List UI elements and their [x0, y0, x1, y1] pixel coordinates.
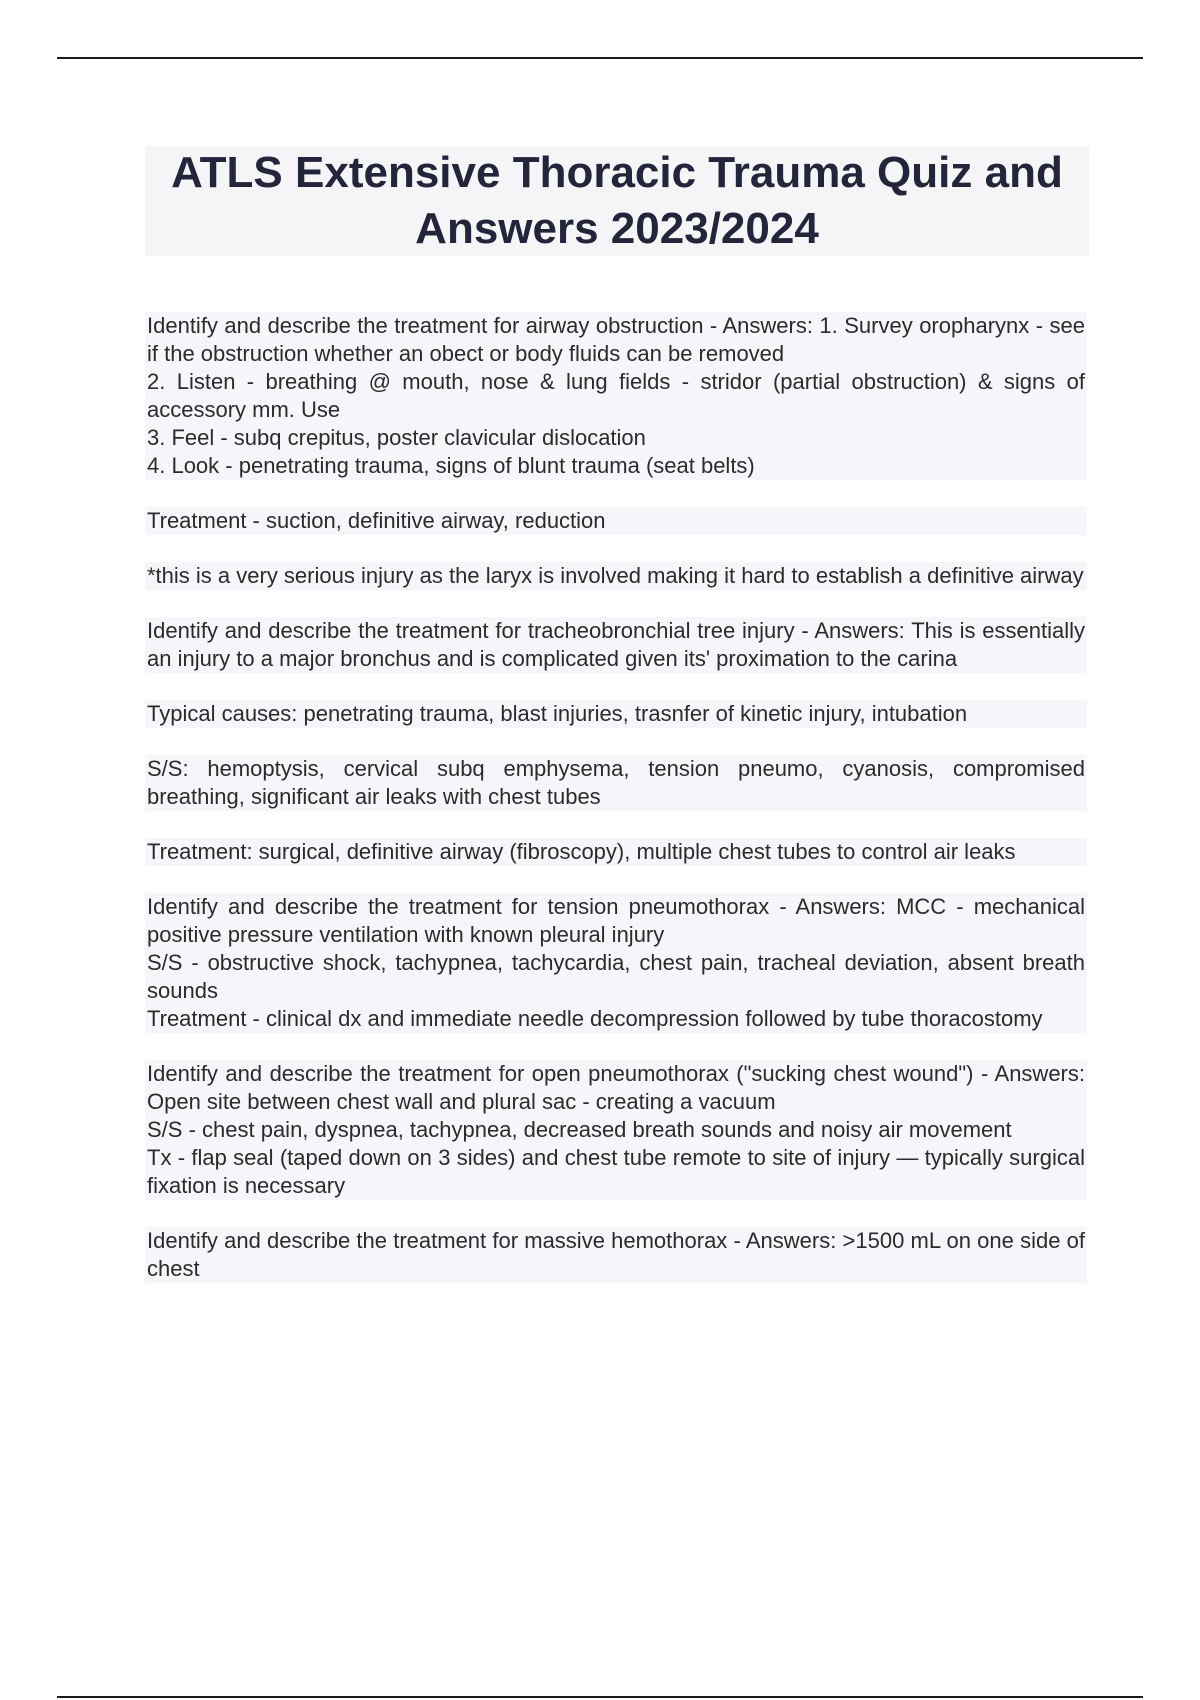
paragraph: Identify and describe the treatment for open pneumothorax ("sucking chest wound") - Answers: Open site between chest wall and plural sac - creating a vacuum [147, 1061, 1085, 1114]
paragraph: Identify and describe the treatment for airway obstruction - Answers: 1. Survey oropharynx - see if the obstruction whether an obect or body fluids can be removed [147, 313, 1085, 366]
severity-note [145, 562, 1087, 590]
treatment-note [145, 507, 1087, 535]
paragraph: Tx - flap seal (taped down on 3 sides) and chest tube remote to site of injury — typically surgical fixation is necessary [147, 1145, 1085, 1198]
bottom-rule [57, 1696, 1143, 1698]
document-title: ATLS Extensive Thoracic Trauma Quiz and Answers 2023/2024 [171, 148, 1063, 253]
paragraph: Typical causes: penetrating trauma, blast injuries, trasnfer of kinetic injury, intubation [145, 700, 1087, 728]
treatment-note [145, 838, 1087, 866]
paragraph: 2. Listen - breathing @ mouth, nose & lung fields - stridor (partial obstruction) & signs of accessory mm. Use [147, 369, 1085, 422]
paragraph: S/S - chest pain, dyspnea, tachypnea, decreased breath sounds and noisy air movement [145, 1116, 1087, 1144]
paragraph: S/S: hemoptysis, cervical subq emphysema, tension pneumo, cyanosis, compromised breathing, significant air leaks with chest tubes [147, 756, 1085, 809]
paragraph: Identify and describe the treatment for massive hemothorax - Answers: >1500 mL on one side of chest [147, 1228, 1085, 1281]
paragraph: *this is a very serious injury as the laryx is involved making it hard to establish a definitive airway [145, 562, 1087, 590]
qa-section-open-pneumothorax [145, 1060, 1087, 1200]
paragraph: S/S - obstructive shock, tachypnea, tachycardia, chest pain, tracheal deviation, absent breath sounds [147, 950, 1085, 1003]
document-body [145, 312, 1087, 1310]
paragraph: Treatment - clinical dx and immediate needle decompression followed by tube thoracostomy [145, 1005, 1087, 1033]
typical-causes-note [145, 700, 1087, 728]
top-rule [57, 57, 1143, 59]
paragraph: Treatment - suction, definitive airway, reduction [145, 507, 1087, 535]
qa-section-airway-obstruction [145, 312, 1087, 480]
paragraph: Identify and describe the treatment for tracheobronchial tree injury - Answers: This is essentially an injury to a major bronchus and is complicated given its' proximation to the carina [147, 618, 1085, 671]
paragraph: Identify and describe the treatment for tension pneumothorax - Answers: MCC - mechanical positive pressure ventilation with known pleural injury [147, 894, 1085, 947]
paragraph: 4. Look - penetrating trauma, signs of blunt trauma (seat belts) [145, 452, 1087, 480]
title-box [145, 146, 1089, 256]
signs-symptoms-note [145, 755, 1087, 811]
paragraph: 3. Feel - subq crepitus, poster clavicular dislocation [145, 424, 1087, 452]
paragraph: Treatment: surgical, definitive airway (fibroscopy), multiple chest tubes to control air leaks [145, 838, 1087, 866]
qa-section-massive-hemothorax [145, 1227, 1087, 1283]
qa-section-tracheobronchial-injury [145, 617, 1087, 673]
qa-section-tension-pneumothorax [145, 893, 1087, 1033]
